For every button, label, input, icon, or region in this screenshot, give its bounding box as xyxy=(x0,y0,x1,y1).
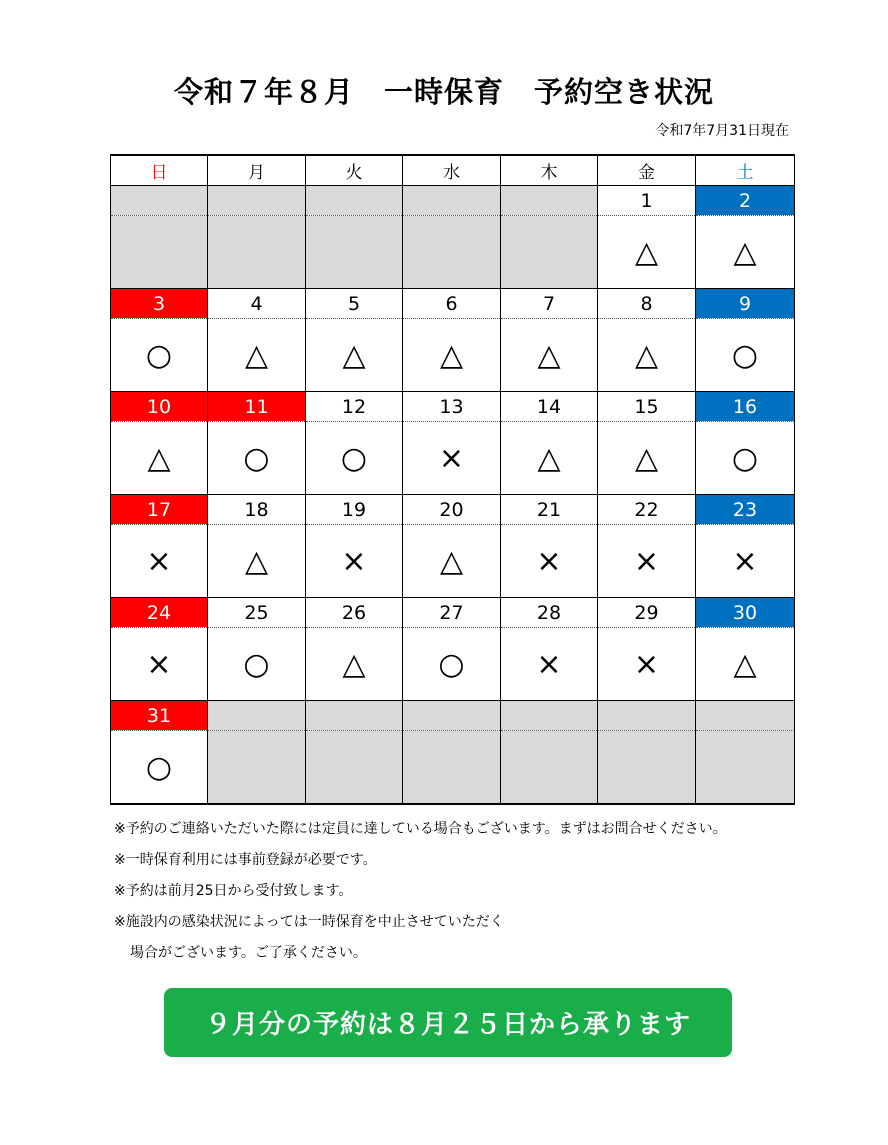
date-cell: 9 xyxy=(696,289,795,319)
weekday-thursday: 木 xyxy=(501,155,598,186)
date-cell: 17 xyxy=(111,495,208,525)
date-row xyxy=(111,186,795,216)
weekday-wednesday: 水 xyxy=(403,155,501,186)
empty-day-cell xyxy=(111,186,208,216)
weekday-saturday: 土 xyxy=(696,155,795,186)
empty-status-cell xyxy=(403,731,501,805)
availability-status: ○ xyxy=(111,319,208,392)
date-cell: 19 xyxy=(306,495,403,525)
status-row xyxy=(111,525,795,598)
availability-status: × xyxy=(403,422,501,495)
date-cell: 25 xyxy=(208,598,306,628)
note-suspension-cont: 場合がございます。ご了承ください。 xyxy=(130,945,367,961)
availability-status: △ xyxy=(501,319,598,392)
empty-day-cell xyxy=(501,186,598,216)
availability-status: ○ xyxy=(208,422,306,495)
availability-status: ○ xyxy=(696,319,795,392)
availability-status: △ xyxy=(306,319,403,392)
status-row xyxy=(111,216,795,289)
date-row xyxy=(111,495,795,525)
availability-status: △ xyxy=(306,628,403,701)
date-cell: 18 xyxy=(208,495,306,525)
as-of-date: 令和7年7月31日現在 xyxy=(655,123,789,139)
empty-day-cell xyxy=(403,701,501,731)
availability-status: × xyxy=(111,525,208,598)
empty-status-cell xyxy=(111,216,208,289)
empty-day-cell xyxy=(208,701,306,731)
availability-status: ○ xyxy=(111,731,208,805)
date-cell: 13 xyxy=(403,392,501,422)
availability-status: △ xyxy=(208,319,306,392)
availability-status: × xyxy=(111,628,208,701)
empty-status-cell xyxy=(306,731,403,805)
date-cell: 8 xyxy=(598,289,696,319)
availability-status: × xyxy=(306,525,403,598)
status-row xyxy=(111,731,795,805)
availability-calendar xyxy=(110,154,795,805)
date-cell: 1 xyxy=(598,186,696,216)
note-contact: ※予約のご連絡いただいた際には定員に達している場合もございます。まずはお問合せください。 xyxy=(114,821,727,837)
status-row xyxy=(111,422,795,495)
note-suspension: ※施設内の感染状況によっては一時保育を中止させていただく xyxy=(114,914,504,930)
note-reservation-start: ※予約は前月25日から受付致します。 xyxy=(114,883,353,899)
availability-status: △ xyxy=(598,319,696,392)
date-cell: 5 xyxy=(306,289,403,319)
date-row xyxy=(111,701,795,731)
notes xyxy=(114,818,727,973)
empty-status-cell xyxy=(501,731,598,805)
date-cell: 2 xyxy=(696,186,795,216)
date-cell: 29 xyxy=(598,598,696,628)
empty-status-cell xyxy=(501,216,598,289)
empty-day-cell xyxy=(208,186,306,216)
availability-status: × xyxy=(501,628,598,701)
empty-day-cell xyxy=(501,701,598,731)
availability-status: × xyxy=(598,628,696,701)
empty-status-cell xyxy=(598,731,696,805)
availability-status: × xyxy=(696,525,795,598)
weekday-sunday: 日 xyxy=(111,155,208,186)
availability-status: △ xyxy=(403,319,501,392)
weekday-monday: 月 xyxy=(208,155,306,186)
empty-day-cell xyxy=(306,186,403,216)
note-registration: ※一時保育利用には事前登録が必要です。 xyxy=(114,852,377,868)
empty-status-cell xyxy=(696,731,795,805)
availability-status: ○ xyxy=(696,422,795,495)
date-cell: 30 xyxy=(696,598,795,628)
availability-status: ○ xyxy=(306,422,403,495)
page-title: 令和７年８月 一時保育 予約空き状況 xyxy=(173,75,714,109)
date-cell: 27 xyxy=(403,598,501,628)
date-cell: 21 xyxy=(501,495,598,525)
empty-day-cell xyxy=(696,701,795,731)
availability-status: △ xyxy=(208,525,306,598)
date-row xyxy=(111,598,795,628)
empty-day-cell xyxy=(306,701,403,731)
empty-status-cell xyxy=(208,731,306,805)
date-cell: 6 xyxy=(403,289,501,319)
date-cell: 20 xyxy=(403,495,501,525)
availability-status: × xyxy=(598,525,696,598)
date-cell: 22 xyxy=(598,495,696,525)
availability-status: △ xyxy=(696,628,795,701)
date-cell: 15 xyxy=(598,392,696,422)
date-row xyxy=(111,392,795,422)
empty-status-cell xyxy=(403,216,501,289)
date-cell: 12 xyxy=(306,392,403,422)
availability-status: △ xyxy=(696,216,795,289)
date-cell: 14 xyxy=(501,392,598,422)
availability-status: △ xyxy=(111,422,208,495)
empty-day-cell xyxy=(598,701,696,731)
date-cell: 16 xyxy=(696,392,795,422)
weekday-header-row xyxy=(111,155,795,186)
date-cell: 23 xyxy=(696,495,795,525)
availability-status: ○ xyxy=(208,628,306,701)
date-cell: 28 xyxy=(501,598,598,628)
date-cell: 24 xyxy=(111,598,208,628)
status-row xyxy=(111,319,795,392)
date-row xyxy=(111,289,795,319)
date-cell: 11 xyxy=(208,392,306,422)
date-cell: 31 xyxy=(111,701,208,731)
availability-status: △ xyxy=(598,216,696,289)
weekday-friday: 金 xyxy=(598,155,696,186)
date-cell: 26 xyxy=(306,598,403,628)
empty-status-cell xyxy=(306,216,403,289)
weekday-tuesday: 火 xyxy=(306,155,403,186)
empty-day-cell xyxy=(403,186,501,216)
reservation-banner: ９月分の予約は８月２５日から承ります xyxy=(164,988,732,1057)
status-row xyxy=(111,628,795,701)
availability-status: △ xyxy=(598,422,696,495)
availability-status: × xyxy=(501,525,598,598)
availability-status: △ xyxy=(403,525,501,598)
date-cell: 10 xyxy=(111,392,208,422)
availability-status: ○ xyxy=(403,628,501,701)
availability-status: △ xyxy=(501,422,598,495)
date-cell: 7 xyxy=(501,289,598,319)
date-cell: 4 xyxy=(208,289,306,319)
empty-status-cell xyxy=(208,216,306,289)
date-cell: 3 xyxy=(111,289,208,319)
